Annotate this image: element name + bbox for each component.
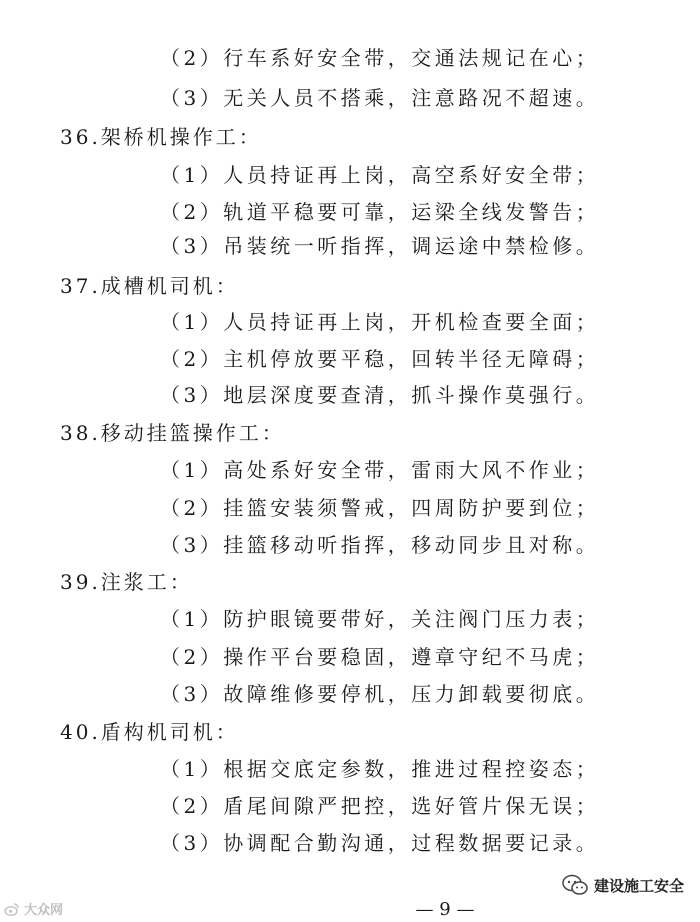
list-item: （1）根据交底定参数，推进过程控姿态； bbox=[160, 757, 600, 781]
list-item: （2）操作平台要稳固，遵章守纪不马虎； bbox=[160, 645, 600, 669]
section-heading: 37.成槽机司机： bbox=[60, 274, 239, 298]
section-heading: 38.移动挂篮操作工： bbox=[60, 421, 285, 445]
section-heading: 40.盾构机司机： bbox=[60, 720, 239, 744]
list-item: （3）无关人员不搭乘，注意路况不超速。 bbox=[160, 86, 600, 110]
list-item: （3）挂篮移动听指挥，移动同步且对称。 bbox=[160, 533, 600, 557]
list-item: （3）故障维修要停机，压力卸载要彻底。 bbox=[160, 682, 600, 706]
list-item: （1）高处系好安全带，雷雨大风不作业； bbox=[160, 458, 600, 482]
list-item: （3）协调配合勤沟通，过程数据要记录。 bbox=[160, 831, 600, 855]
list-item: （3）吊装统一听指挥，调运途中禁检修。 bbox=[160, 234, 600, 258]
page-number: — 9 — bbox=[415, 899, 475, 920]
list-item: （1）人员持证再上岗，高空系好安全带； bbox=[160, 163, 600, 187]
section-heading: 36.架桥机操作工： bbox=[60, 125, 262, 149]
list-item: （2）行车系好安全带，交通法规记在心； bbox=[160, 46, 600, 70]
list-item: （2）盾尾间隙严把控，选好管片保无误； bbox=[160, 794, 600, 818]
list-item: （1）防护眼镜要带好，关注阀门压力表； bbox=[160, 607, 600, 631]
list-item: （1）人员持证再上岗，开机检查要全面； bbox=[160, 310, 600, 334]
wechat-icon bbox=[562, 874, 588, 896]
wechat-account-name: 建设施工安全 bbox=[593, 876, 684, 895]
list-item: （3）地层深度要查清，抓斗操作莫强行。 bbox=[160, 383, 600, 407]
list-item: （2）主机停放要平稳，回转半径无障碍； bbox=[160, 347, 600, 371]
list-item: （2）轨道平稳要可靠，运梁全线发警告； bbox=[160, 200, 600, 224]
watermark-text: 大众网 bbox=[24, 903, 64, 918]
wechat-account-watermark bbox=[562, 874, 684, 896]
list-item: （2）挂篮安装须警戒，四周防护要到位； bbox=[160, 496, 600, 520]
section-heading: 39.注浆工： bbox=[60, 570, 193, 594]
